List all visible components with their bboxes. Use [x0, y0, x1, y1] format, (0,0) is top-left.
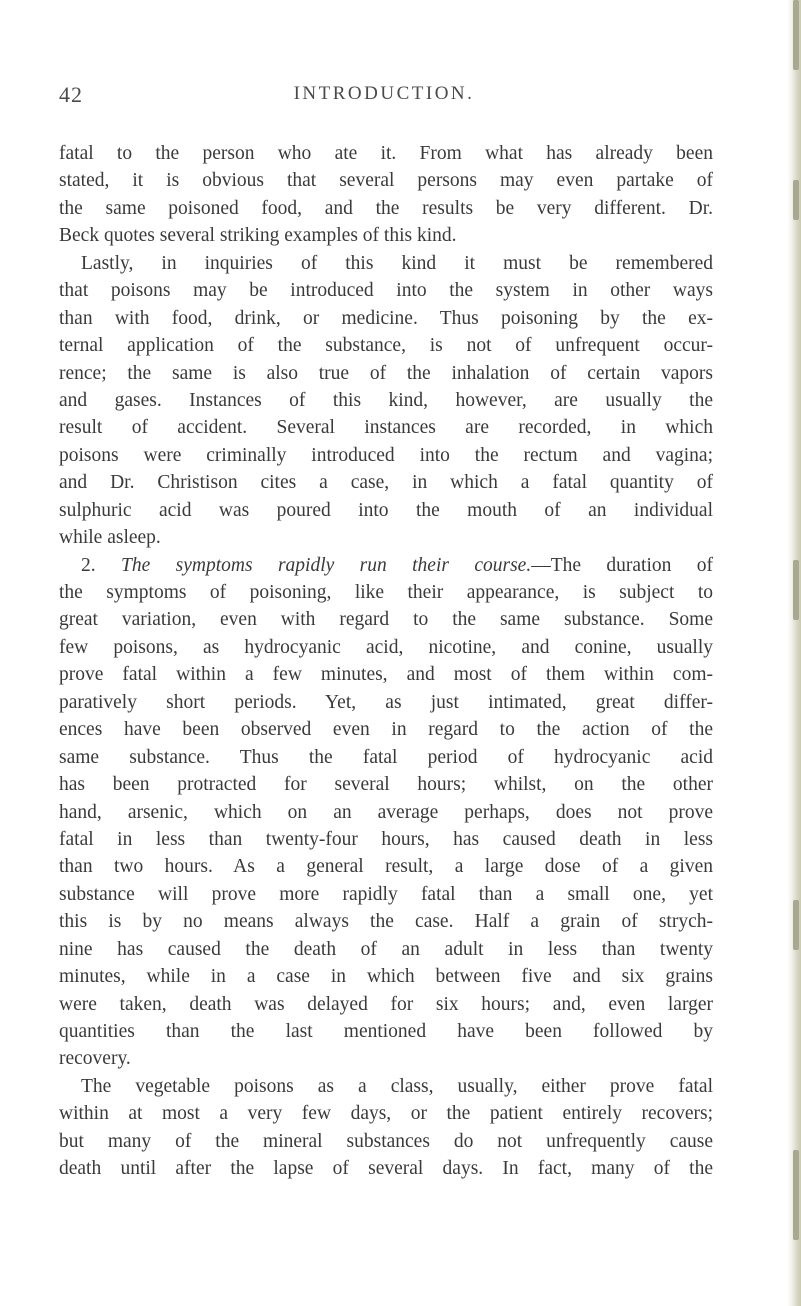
page-number: 42	[59, 82, 83, 107]
text-line: fatal to the person who ate it. From what has already been	[59, 143, 713, 164]
page-edge-mark	[793, 1150, 799, 1240]
section-text: —The duration of	[531, 554, 713, 576]
text-line: rence; the same is also true of the inhalation of certain vapors	[59, 362, 713, 384]
page-edge-mark	[793, 900, 799, 950]
section-number: 2.	[81, 554, 122, 576]
text-line	[59, 552, 713, 579]
text-line: recovery.	[59, 1048, 131, 1070]
text-line: and Dr. Christison cites a case, in which a fatal quantity of	[59, 472, 713, 494]
text-line: stated, it is obvious that several persons may even partake of	[59, 170, 713, 192]
text-line: and gases. Instances of this kind, however, are usually the	[59, 389, 713, 411]
text-line: the same poisoned food, and the results be very different. Dr.	[59, 197, 713, 219]
text-line: has been protracted for several hours; whilst, on the other	[59, 774, 713, 796]
text-line: paratively short periods. Yet, as just intimated, great differ-	[59, 691, 713, 713]
text-line: while asleep.	[59, 527, 161, 549]
page-header	[59, 82, 709, 110]
page-edge-mark	[793, 0, 799, 70]
text-line: same substance. Thus the fatal period of hydrocyanic acid	[59, 746, 713, 768]
text-line: within at most a very few days, or the patient entirely recovers;	[59, 1103, 713, 1125]
text-line: ternal application of the substance, is not of unfrequent occur-	[59, 335, 713, 357]
text-line: quantities than the last mentioned have been followed by	[59, 1021, 713, 1042]
text-line: ences have been observed even in regard to the action of the	[59, 719, 713, 741]
body-text	[59, 140, 713, 1183]
text-line: sulphuric acid was poured into the mouth of an individual	[59, 499, 713, 521]
text-line: Beck quotes several striking examples of this kind.	[59, 225, 457, 247]
text-line: were taken, death was delayed for six hours; and, even larger	[59, 993, 713, 1015]
text-line: hand, arsenic, which on an average perhaps, does not prove	[59, 801, 713, 823]
text-line: prove fatal within a few minutes, and most of them within com-	[59, 664, 713, 686]
text-line: poisons were criminally introduced into the rectum and vagina;	[59, 444, 713, 466]
page-edge-mark	[793, 180, 799, 220]
text-line: but many of the mineral substances do not unfrequently cause	[59, 1130, 713, 1152]
text-line: this is by no means always the case. Half a grain of strych-	[59, 911, 713, 933]
text-line: than with food, drink, or medicine. Thus poisoning by the ex-	[59, 307, 713, 329]
text-line: the symptoms of poisoning, like their appearance, is subject to	[59, 582, 713, 603]
text-line: few poisons, as hydrocyanic acid, nicotine, and conine, usually	[59, 636, 713, 658]
text-line: minutes, while in a case in which between five and six grains	[59, 966, 713, 988]
text-line: nine has caused the death of an adult in less than twenty	[59, 938, 713, 960]
text-line: death until after the lapse of several days. In fact, many of the	[59, 1158, 713, 1180]
text-line: that poisons may be introduced into the system in other ways	[59, 280, 713, 302]
text-line: The vegetable poisons as a class, usually, either prove fatal	[81, 1075, 713, 1097]
text-line: fatal in less than twenty-four hours, has caused death in less	[59, 828, 713, 850]
page-edge-shadow	[787, 0, 801, 1306]
section-heading: The symptoms rapidly run their course.	[121, 554, 532, 576]
running-head: INTRODUCTION.	[293, 83, 475, 104]
text-line: result of accident. Several instances are recorded, in which	[59, 417, 713, 439]
page-edge-mark	[793, 560, 799, 620]
text-line: than two hours. As a general result, a large dose of a given	[59, 856, 713, 878]
text-line: substance will prove more rapidly fatal than a small one, yet	[59, 883, 713, 905]
text-line: great variation, even with regard to the same substance. Some	[59, 609, 713, 631]
text-line: Lastly, in inquiries of this kind it must be remembered	[81, 252, 713, 274]
